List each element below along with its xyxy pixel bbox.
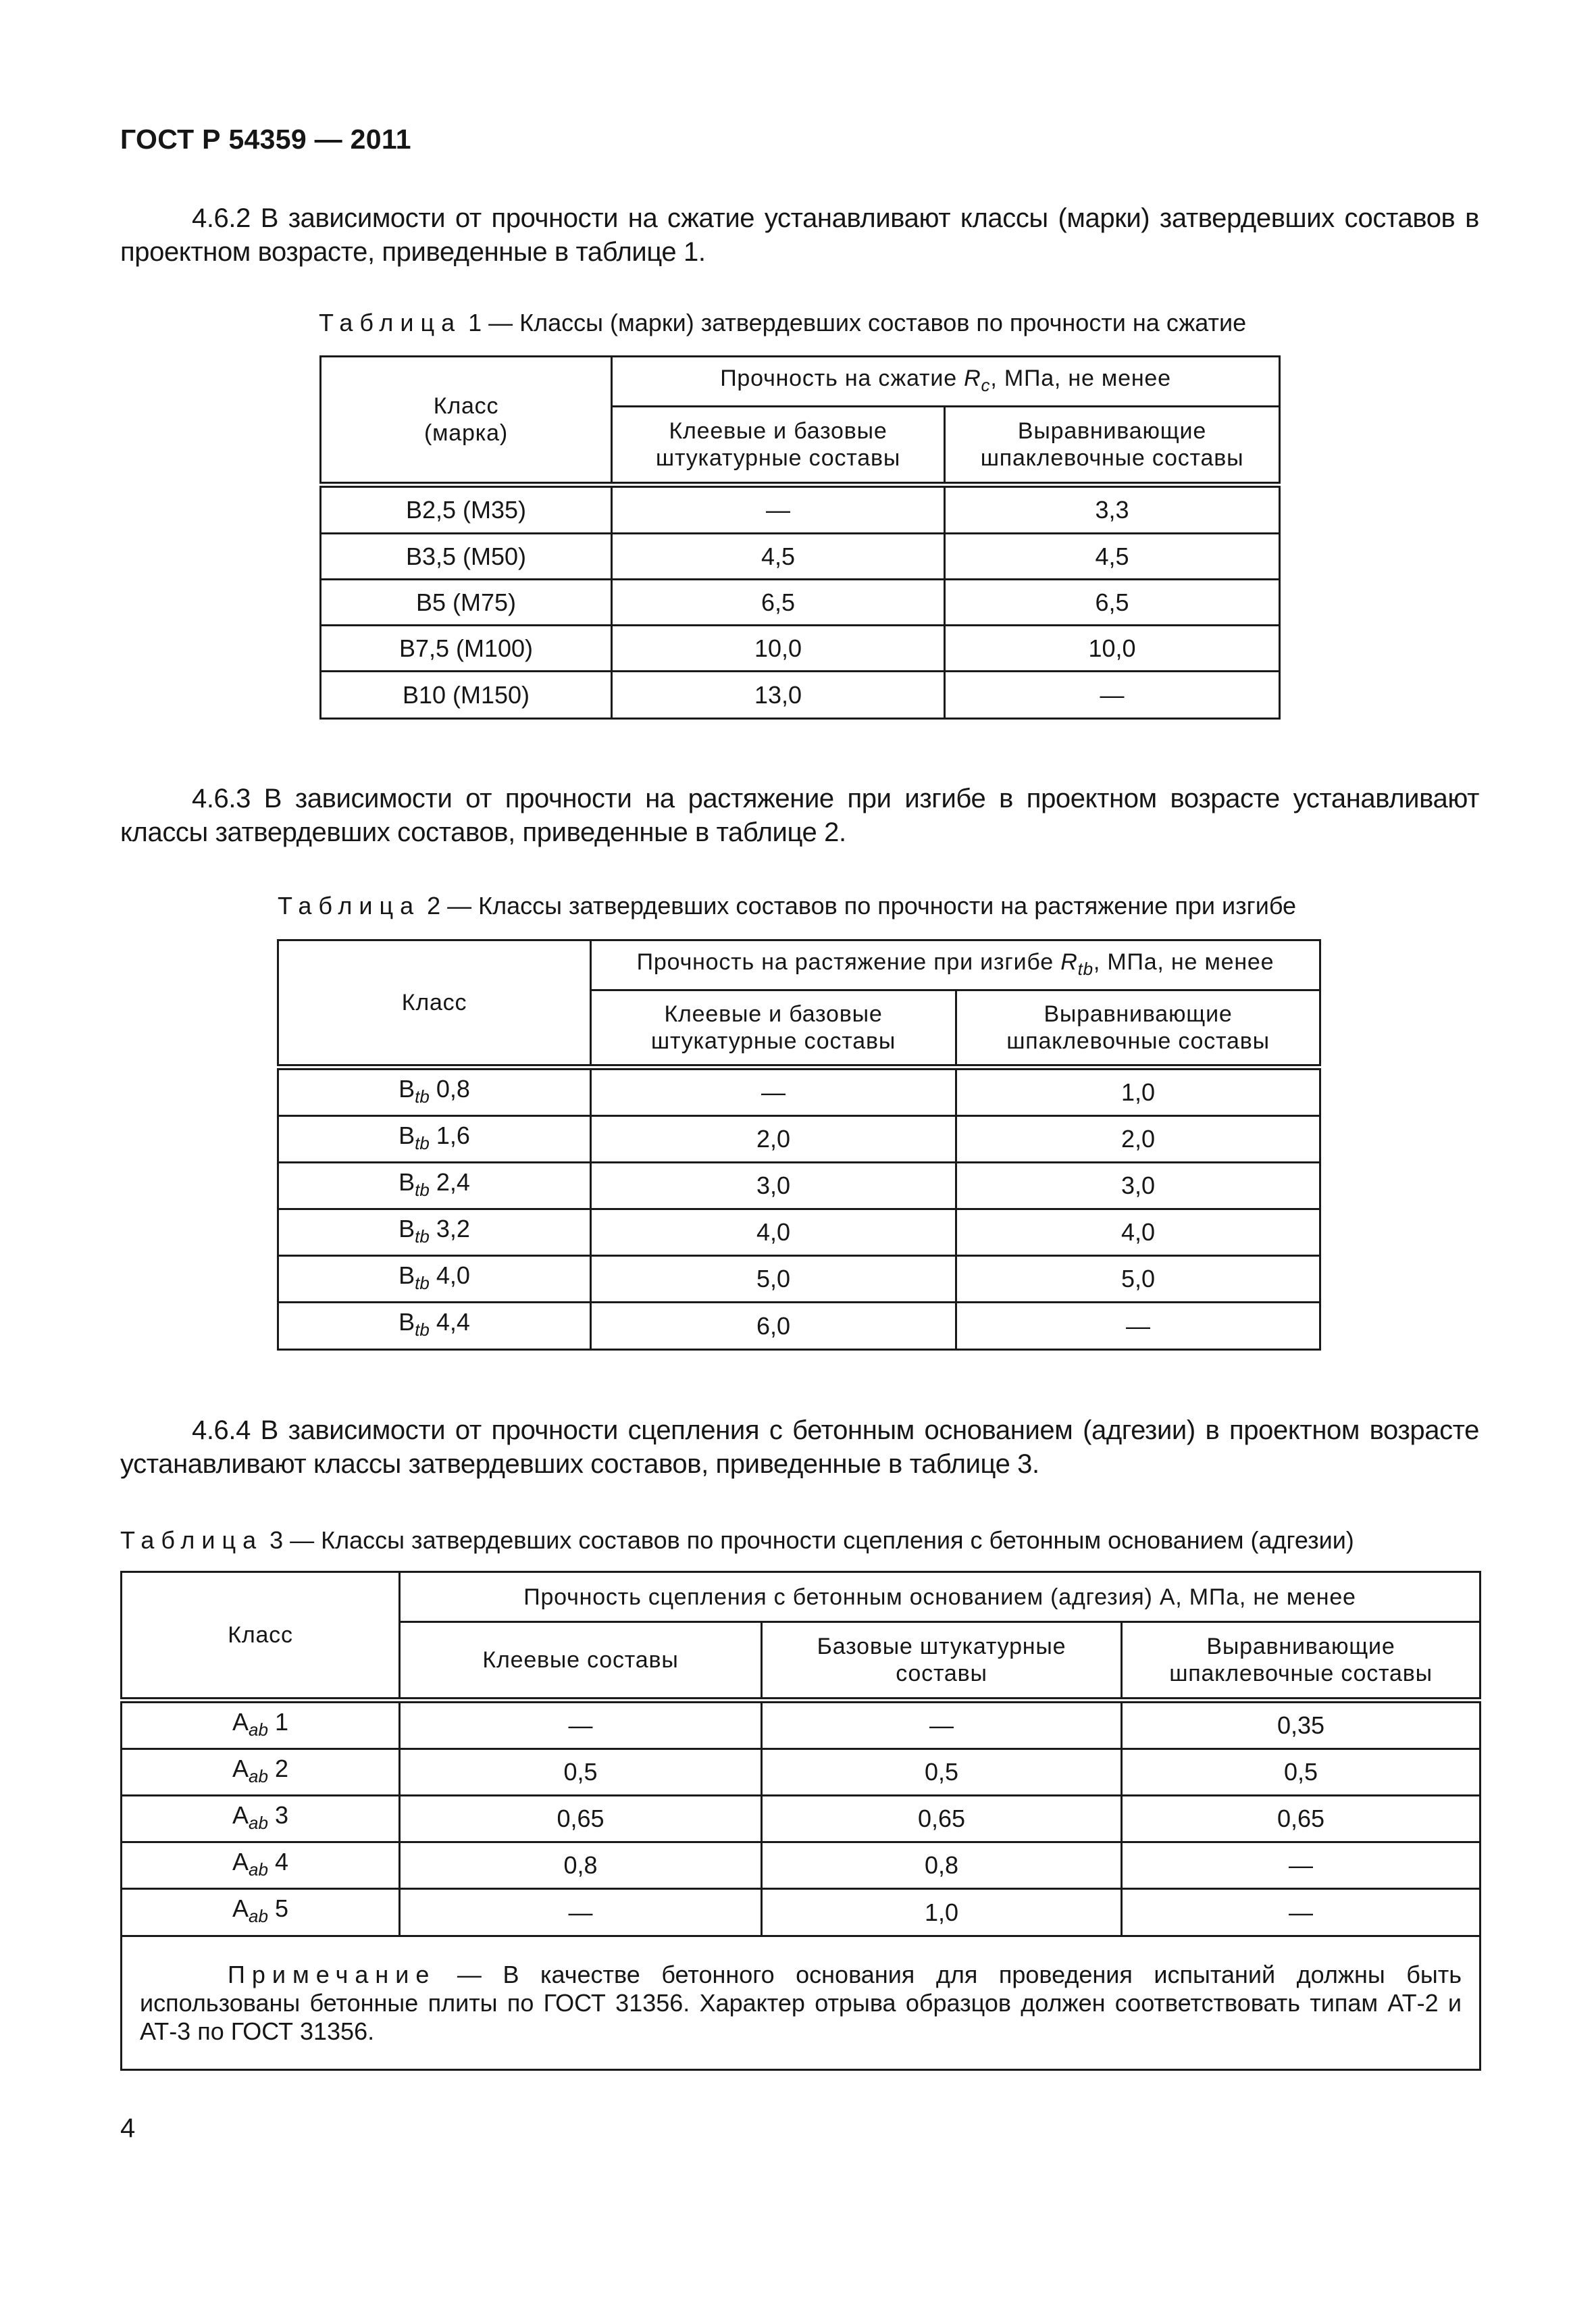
table-cell: — <box>956 1303 1320 1350</box>
page-number: 4 <box>120 2113 136 2143</box>
table-cell: 4,0 <box>956 1209 1320 1256</box>
table-cell: $В_{tb}$ 0,8 <box>278 1067 591 1116</box>
table-row <box>278 1303 1320 1350</box>
table-cell: 3,0 <box>591 1163 956 1209</box>
table-cell: 0,65 <box>1122 1796 1481 1842</box>
table-cell: 3,0 <box>956 1163 1320 1209</box>
section-4-6-2: 4.6.2 В зависимости от прочности на сжатие устанавливают классы (марки) затвердевших составов в проектном возрасте, приведенные в таблице 1. <box>120 203 1479 267</box>
table1-col-group: Прочность на сжатие $R_с$, МПа, не менее <box>612 357 1280 407</box>
table-cell: 3,3 <box>945 485 1280 534</box>
table-row <box>278 1256 1320 1303</box>
table-cell: $В_{tb}$ 1,6 <box>278 1116 591 1163</box>
table1-caption: Таблица 1 — Классы (марки) затвердевших составов по прочности на сжатие <box>319 309 1247 336</box>
table-cell: 5,0 <box>956 1256 1320 1303</box>
table-cell: 0,8 <box>400 1842 762 1889</box>
table-row <box>278 1067 1320 1116</box>
table1 <box>319 355 1281 720</box>
table-cell: 6,0 <box>591 1303 956 1350</box>
table3-note: Примечание — В качестве бетонного основания для проведения испытаний должны быть использованы бетонные плиты по ГОСТ 31356. Характер отрыва образцов должен соответствовать типам АТ-2 и АТ-3 по ГОСТ 31356. <box>122 1936 1481 2070</box>
table-cell: $А_{ab}$ 3 <box>122 1796 400 1842</box>
table-row <box>122 1889 1481 1936</box>
table-cell: $В_{tb}$ 2,4 <box>278 1163 591 1209</box>
table3-caption: Таблица 3 — Классы затвердевших составов по прочности сцепления с бетонным основанием (адгезии) <box>120 1526 1354 1554</box>
table-cell: 0,5 <box>1122 1749 1481 1796</box>
table-cell: 10,0 <box>612 626 945 672</box>
table-row <box>321 672 1280 719</box>
table3-col-c: Выравнивающие шпаклевочные составы <box>1122 1622 1481 1701</box>
table-cell: 10,0 <box>945 626 1280 672</box>
table-cell: $В_{tb}$ 4,4 <box>278 1303 591 1350</box>
table-cell: — <box>945 672 1280 719</box>
table3 <box>120 1571 1481 2071</box>
table2-col-class: Класс <box>278 940 591 1067</box>
table-cell: 6,5 <box>945 580 1280 626</box>
table-cell: 4,5 <box>945 534 1280 580</box>
table-row <box>321 485 1280 534</box>
table2-col-a: Клеевые и базовые штукатурные составы <box>591 990 956 1067</box>
table-cell: 6,5 <box>612 580 945 626</box>
table-row <box>278 1116 1320 1163</box>
table-row <box>278 1163 1320 1209</box>
table2-col-b: Выравнивающие шпаклевочные составы <box>956 990 1320 1067</box>
table1-col-a: Клеевые и базовые штукатурные составы <box>612 407 945 485</box>
table-cell: 0,65 <box>400 1796 762 1842</box>
table2-col-group: Прочность на растяжение при изгибе $R_{tb}$, МПа, не менее <box>591 940 1320 990</box>
table1-col-b: Выравнивающие шпаклевочные составы <box>945 407 1280 485</box>
table-cell: $А_{ab}$ 5 <box>122 1889 400 1936</box>
table-cell: В5 (М75) <box>321 580 612 626</box>
table-row <box>122 1842 1481 1889</box>
table-cell: В10 (М150) <box>321 672 612 719</box>
table-cell: — <box>1122 1889 1481 1936</box>
table-cell: 0,5 <box>400 1749 762 1796</box>
table-cell: В3,5 (М50) <box>321 534 612 580</box>
table-cell: — <box>612 485 945 534</box>
table3-col-group: Прочность сцепления с бетонным основанием (адгезия) А, МПа, не менее <box>400 1572 1481 1622</box>
table-cell: $А_{ab}$ 4 <box>122 1842 400 1889</box>
table3-col-class: Класс <box>122 1572 400 1701</box>
table-cell: 4,5 <box>612 534 945 580</box>
table2-caption: Таблица 2 — Классы затвердевших составов по прочности на растяжение при изгибе <box>278 892 1297 920</box>
table-cell: 0,5 <box>762 1749 1122 1796</box>
table-row <box>321 626 1280 672</box>
table-cell: — <box>400 1889 762 1936</box>
table-cell: — <box>400 1701 762 1749</box>
table-cell: — <box>762 1701 1122 1749</box>
section-4-6-4: 4.6.4 В зависимости от прочности сцепления с бетонным основанием (адгезии) в проектном возрасте устанавливают классы затвердевших составов, приведенные в таблице 3. <box>120 1415 1479 1479</box>
table-row <box>122 1749 1481 1796</box>
table-cell: 0,65 <box>762 1796 1122 1842</box>
table-row <box>122 1701 1481 1749</box>
table-cell: 1,0 <box>762 1889 1122 1936</box>
table-row <box>321 580 1280 626</box>
table-cell: — <box>591 1067 956 1116</box>
section-4-6-3: 4.6.3 В зависимости от прочности на растяжение при изгибе в проектном возрасте устанавливают классы затвердевших составов, приведенные в таблице 2. <box>120 784 1479 847</box>
table-cell: 4,0 <box>591 1209 956 1256</box>
table-cell: 0,35 <box>1122 1701 1481 1749</box>
document-header: ГОСТ Р 54359 — 2011 <box>120 124 411 155</box>
table1-col-class: Класс (марка) <box>321 357 612 485</box>
table-cell: В7,5 (М100) <box>321 626 612 672</box>
table-cell: 2,0 <box>956 1116 1320 1163</box>
table2 <box>277 939 1321 1351</box>
table-cell: $А_{ab}$ 2 <box>122 1749 400 1796</box>
table-cell: — <box>1122 1842 1481 1889</box>
table-cell: 1,0 <box>956 1067 1320 1116</box>
table-row <box>321 534 1280 580</box>
table-cell: 0,8 <box>762 1842 1122 1889</box>
table-cell: 5,0 <box>591 1256 956 1303</box>
table-cell: 2,0 <box>591 1116 956 1163</box>
table-cell: В2,5 (М35) <box>321 485 612 534</box>
table-cell: $А_{ab}$ 1 <box>122 1701 400 1749</box>
table-cell: $В_{tb}$ 4,0 <box>278 1256 591 1303</box>
table3-col-b: Базовые штукатурные составы <box>762 1622 1122 1701</box>
table-cell: $В_{tb}$ 3,2 <box>278 1209 591 1256</box>
table-cell: 13,0 <box>612 672 945 719</box>
table3-col-a: Клеевые составы <box>400 1622 762 1701</box>
table-row <box>122 1796 1481 1842</box>
table-row <box>278 1209 1320 1256</box>
